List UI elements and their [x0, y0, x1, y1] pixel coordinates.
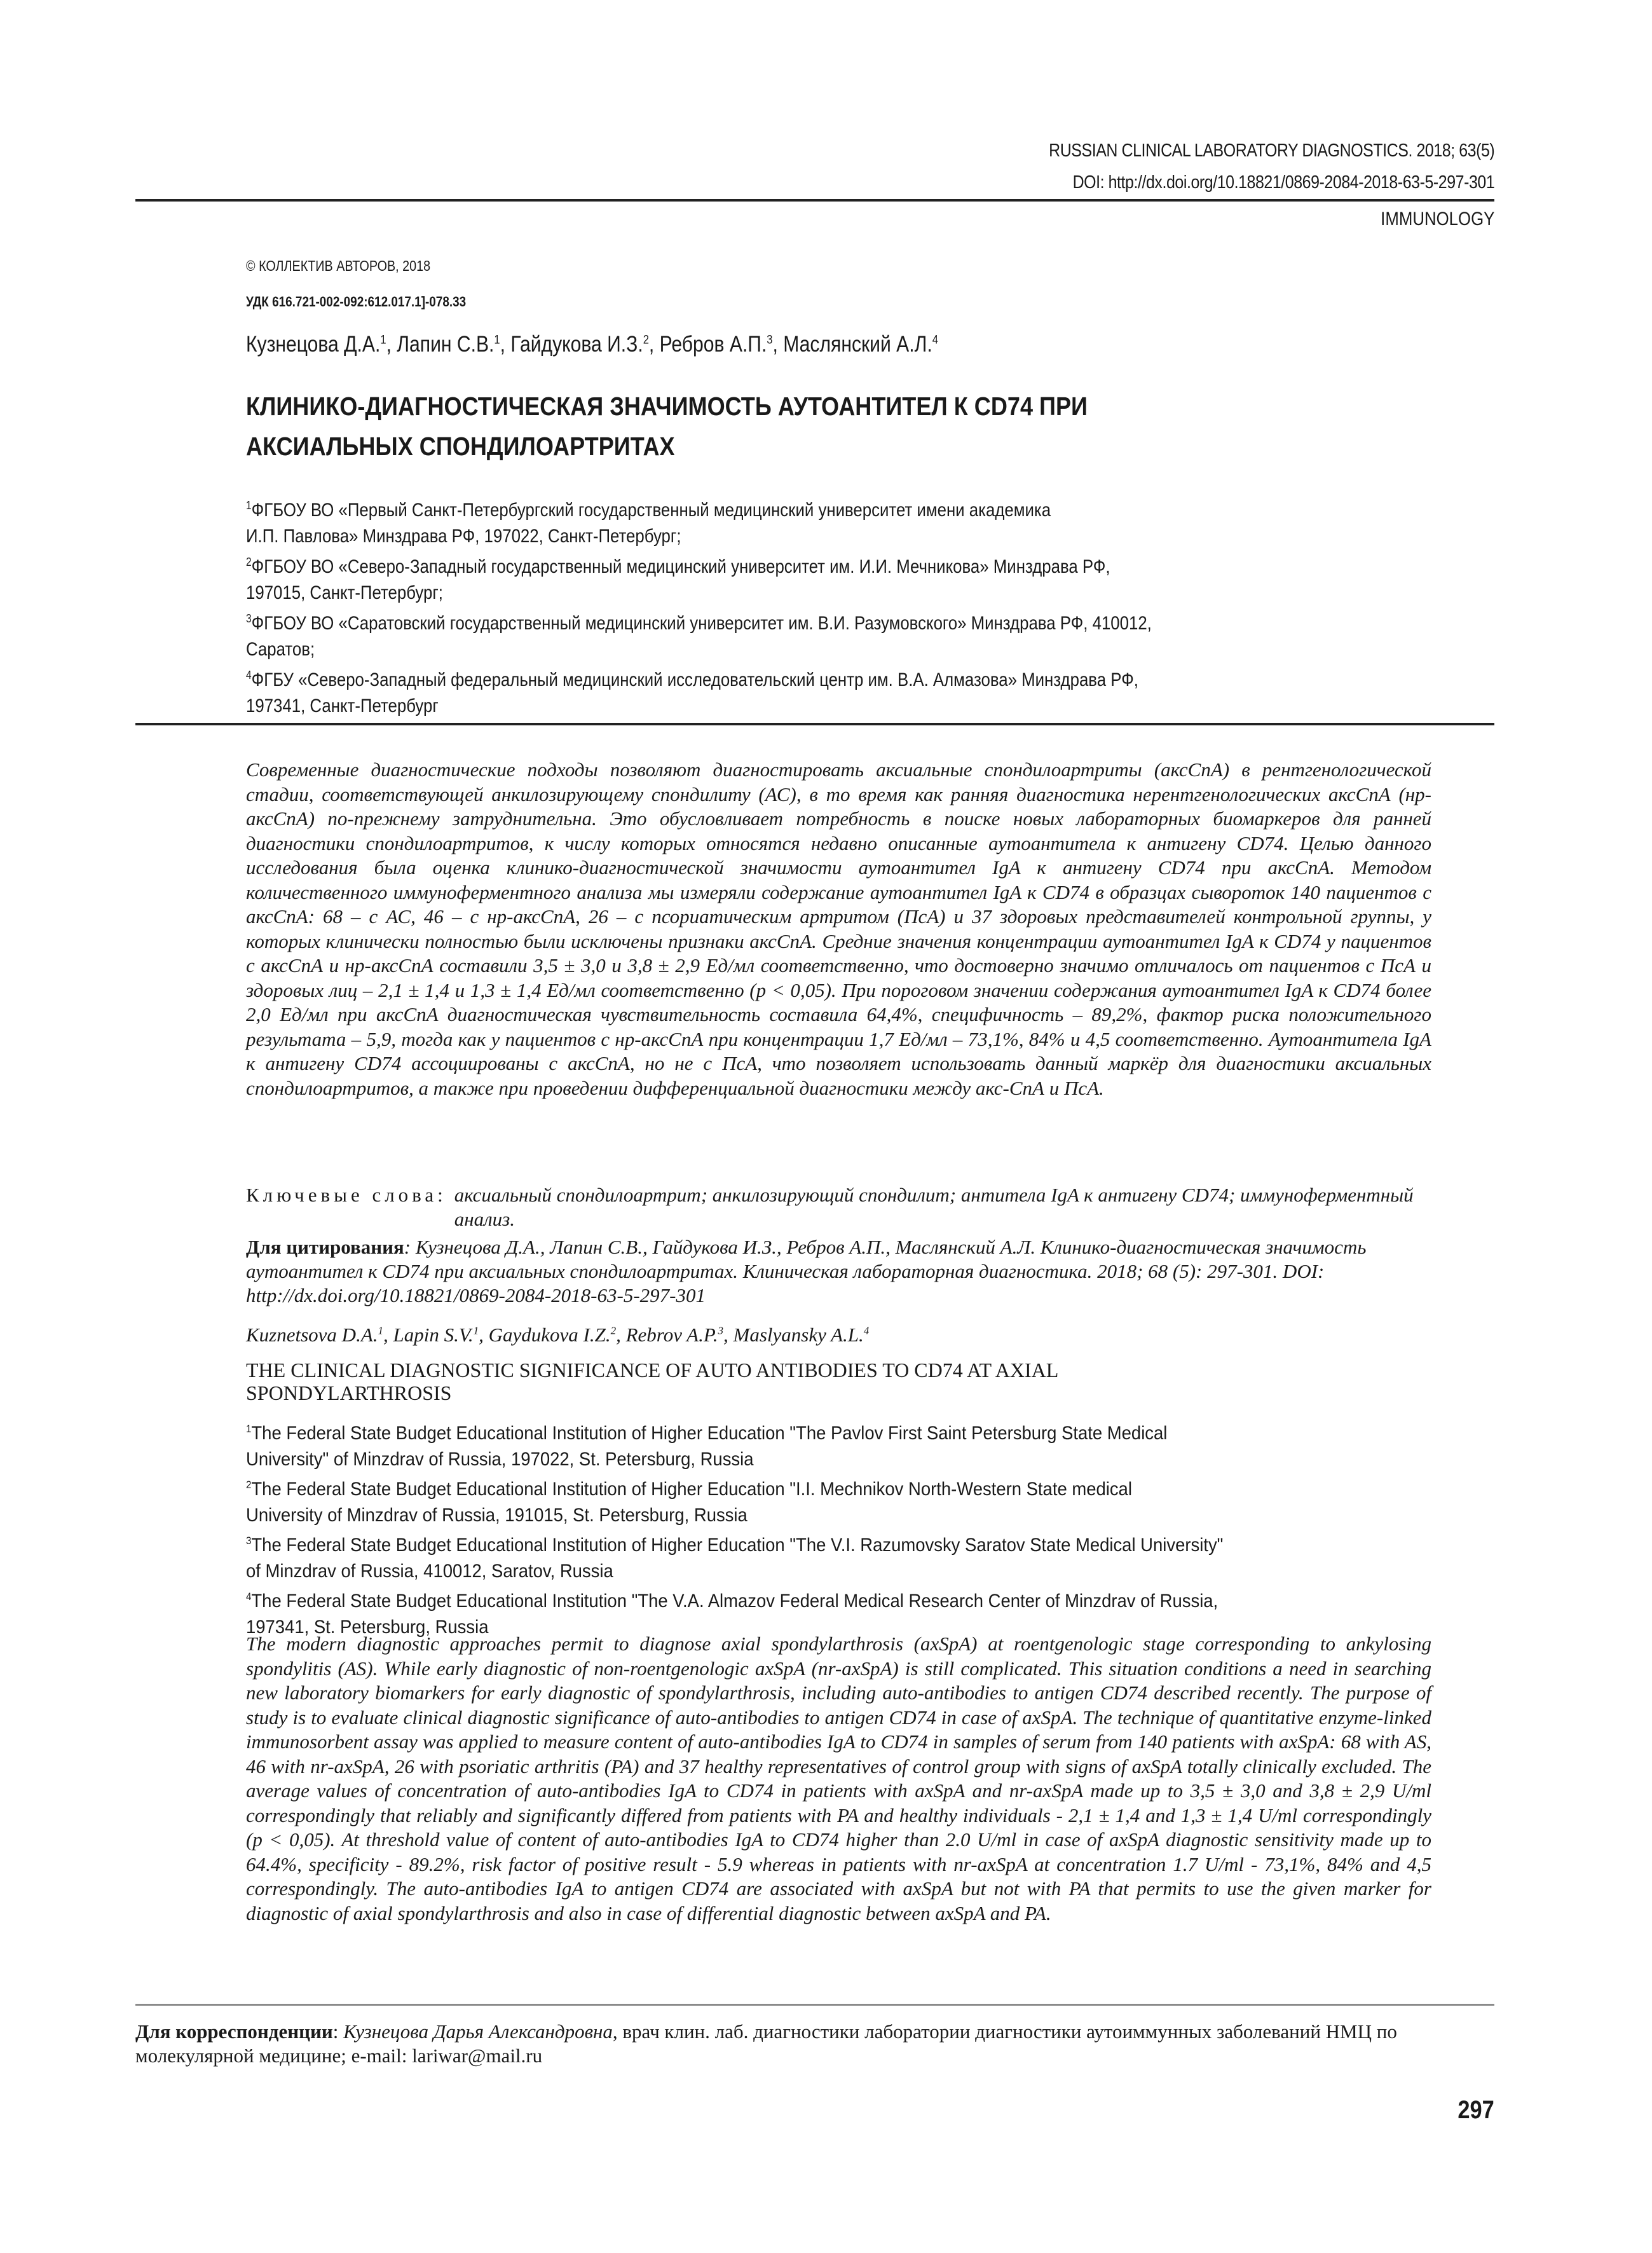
correspondence-name: Кузнецова Дарья Александровна — [343, 2020, 613, 2043]
author: Кузнецова Д.А.$^1$, — [246, 332, 397, 357]
keywords-label: Ключевые слова: — [246, 1184, 447, 1206]
section-rule — [135, 723, 1494, 725]
author: Lapin S.V.$^1$, — [393, 1324, 489, 1346]
author: Maslyansky A.L.$^4$ — [733, 1324, 870, 1346]
correspondence-details: , врач клин. лаб. диагностики лаборатории диагностики аутоиммунных заболеваний НМЦ по молекулярной медицине; e-mail: lariwar@mail.ru — [135, 2020, 1397, 2067]
affiliation: $^2$The Federal State Budget Educational Institution of Higher Education "I.I. Mechnikov North-Western State medical University of Minzdrav of Russia, 191015, St. Petersburg, Russia — [246, 1479, 1132, 1526]
affiliation: $^4$The Federal State Budget Educational Institution "The V.A. Almazov Federal Medical Research Center of Minzdrav of Russia, 197341, St. Petersburg, Russia — [246, 1591, 1219, 1638]
article-title-ru — [246, 387, 1365, 467]
correspondence-colon: : — [332, 2020, 344, 2043]
affiliation: $^1$ФГБОУ ВО «Первый Санкт-Петербургский государственный медицинский университет имени академика И.П. Павлова» Минздрава РФ, 197022, Санкт-Петербург; — [246, 499, 1051, 547]
citation-label: Для цитирования — [246, 1236, 404, 1258]
author: Ребров А.П.$^3$, — [659, 332, 784, 357]
author: Rebrov A.P.$^3$, — [625, 1324, 734, 1346]
correspondence-label: Для корреспонденции — [135, 2020, 333, 2043]
correspondence — [135, 2020, 1496, 2068]
affiliations-ru — [246, 493, 1367, 719]
affiliation: $^4$ФГБУ «Северо-Западный федеральный медицинский исследовательский центр им. В.А. Алмазова» Минздрава РФ, 197341, Санкт-Петербург — [246, 669, 1138, 716]
abstract-en: The modern diagnostic approaches permit to diagnose axial spondylarthrosis (axSpA) at roentgenologic stage corresponding to ankylosing spondylitis (AS). While early diagnostic of non-roentgenologic axSpA (nr-axSpA) is still complicated. This situation conditions a need in searching new laboratory biomarkers for early diagnostic of spondylarthrosis, including auto-antibodies to antigen CD74 described recently. The purpose of study is to evaluate clinical diagnostic significance of auto-antibodies to antigen CD74 in case of axSpA. The technique of quantitative enzyme-linked immunosorbent assay was applied to measure content of auto-antibodies IgA to CD74 in samples of serum from 140 patients with axSpA: 68 with AS, 46 with nr-axSpA, 26 with psoriatic arthritis (PA) and 37 healthy representatives of control group with signs of axSpA totally clinically excluded. The average values of concentration of auto-antibodies IgA to CD74 in patients with axSpA and nr-axSpA made up to 3,5 ± 3,0 and 3,8 ± 2,9 U/ml correspondingly that reliably and significantly differed from patients with PA and healthy individuals - 2,1 ± 1,4 and 1,3 ± 1,4 U/ml correspondingly (p < 0,05). At threshold value of content of auto-antibodies IgA to CD74 higher than 2.0 U/ml in case of axSpA diagnostic sensitivity made up to 64.4%, specificity - 89.2%, risk factor of positive result - 5.9 whereas in patients with nr-axSpA at concentration 1.7 U/ml - 73,1%, 84% and 4,5 correspondingly. The auto-antibodies IgA to antigen CD74 are associated with axSpA but not with PA that permits to use the given marker for diagnostic of axial spondylarthrosis and also in case of differential diagnostic between axSpA and PA. — [246, 1633, 1431, 1924]
page-number: 297 — [1457, 2096, 1494, 2124]
keywords-text: аксиальный спондилоартрит; анкилозирующий спондилит; антитела IgA к антигену CD74; иммуноферментный анализ. — [454, 1184, 1414, 1230]
section-label: IMMUNOLOGY — [1380, 209, 1494, 229]
header-rule — [135, 199, 1494, 202]
copyright-notice: © КОЛЛЕКТИВ АВТОРОВ, 2018 — [246, 257, 431, 274]
citation-text[interactable]: : Кузнецова Д.А., Лапин С.В., Гайдукова И.З., Ребров А.П., Маслянский А.Л. Клинико-диагностическая значимость аутоантител к CD74 при аксиальных спондилоартритах. Клиническая лабораторная диагностика. 2018; 68 (5): 297-301. DOI: http://dx.doi.org/10.18821/0869-2084-2018-63-5-297-301 — [246, 1236, 1367, 1306]
journal-citation: RUSSIAN CLINICAL LABORATORY DIAGNOSTICS. 2018; 63(5) — [1048, 140, 1494, 161]
title-line: КЛИНИКО-ДИАГНОСТИЧЕСКАЯ ЗНАЧИМОСТЬ АУТОАНТИТЕЛ К CD74 ПРИ — [246, 392, 1088, 421]
abstract-ru: Современные диагностические подходы позволяют диагностировать аксиальные спондилоартриты (аксСпА) в рентгенологической стадии, соответствующей анкилозирующему спондилиту (АС), в то время как ранняя диагностика нерентгенологических аксСпА (нр-аксСпА) по-прежнему затруднительна. Это обусловливает потребность в поиске новых лабораторных биомаркеров для ранней диагностики спондилоартритов, к числу которых относятся недавно описанные аутоантитела к антигену CD74. Целью данного исследования была оценка клинико-диагностической значимости аутоантител IgA к антигену CD74 при аксСпА. Методом количественного иммуноферментного анализа мы измеряли содержание аутоантител IgA к CD74 в образцах сывороток 140 пациентов с аксСпА: 68 – с АС, 46 – с нр-аксСпА, 26 – с псориатическим артритом (ПсА) и 37 здоровых представителей контрольной группы, у которых клинически полностью были исключены признаки аксСпА. Средние значения концентрации аутоантител IgA к CD74 у пациентов с аксСпА и нр-аксСпА составили 3,5 ± 3,0 и 3,8 ± 2,9 Ед/мл соответственно, что достоверно значимо отличалось от пациентов с ПсА и здоровых лиц – 2,1 ± 1,4 и 1,3 ± 1,4 Ед/мл соответственно (p < 0,05). При пороговом значении содержания аутоантител IgA к CD74 более 2,0 Ед/мл при аксСпА диагностическая чувствительность составила 64,4%, специфичность – 89,2%, фактор риска положительного результата – 5,9, тогда как у пациентов с нр-аксСпА при концентрации 1,7 Ед/мл – 73,1%, 84% и 4,5 соответственно. Аутоантитела IgA к антигену CD74 ассоциированы с аксСпА, но не с ПсА, что позволяет использовать данный маркёр для диагностики аксиальных спондилоартритов, а также при проведении дифференциальной диагностики между акс-СпА и ПсА. — [246, 758, 1431, 1099]
affiliation: $^1$The Federal State Budget Educational Institution of Higher Education "The Pavlov First Saint Petersburg State Medical University" of Minzdrav of Russia, 197022, St. Petersburg, Russia — [246, 1423, 1168, 1470]
running-header — [1049, 135, 1494, 198]
citation — [246, 1235, 1431, 1308]
doi-link[interactable]: DOI: http://dx.doi.org/10.18821/0869-2084-2018-63-5-297-301 — [1072, 172, 1494, 193]
author: Маслянский А.Л.$^4$ — [783, 332, 938, 357]
affiliations-en — [246, 1416, 1433, 1640]
article-title-en — [246, 1359, 1263, 1404]
author: Kuznetsova D.A.$^1$, — [246, 1324, 393, 1346]
author: Гайдукова И.З.$^2$, — [510, 332, 660, 357]
udk-code: УДК 616.721-002-092:612.017.1]-078.33 — [246, 294, 467, 310]
footnote-rule — [135, 2004, 1494, 2006]
authors-en — [246, 1324, 869, 1346]
affiliation: $^3$The Federal State Budget Educational Institution of Higher Education "The V.I. Razumovsky Saratov State Medical University" of Minzdrav of Russia, 410012, Saratov, Russia — [246, 1535, 1224, 1582]
author: Лапин С.В.$^1$, — [397, 332, 511, 357]
title-line: THE CLINICAL DIAGNOSTIC SIGNIFICANCE OF AUTO ANTIBODIES TO CD74 AT AXIAL — [246, 1359, 1059, 1381]
authors-ru — [246, 332, 938, 357]
affiliation: $^3$ФГБОУ ВО «Саратовский государственный медицинский университет им. В.И. Разумовского» Минздрава РФ, 410012, Саратов; — [246, 612, 1152, 660]
author: Gaydukova I.Z.$^2$, — [488, 1324, 626, 1346]
title-line: SPONDYLARTHROSIS — [246, 1381, 452, 1404]
affiliation: $^2$ФГБОУ ВО «Северо-Западный государственный медицинский университет им. И.И. Мечникова» Минздрава РФ, 197015, Санкт-Петербург; — [246, 556, 1110, 603]
title-line: АКСИАЛЬНЫХ СПОНДИЛОАРТРИТАХ — [246, 432, 675, 461]
keywords — [246, 1183, 1431, 1231]
